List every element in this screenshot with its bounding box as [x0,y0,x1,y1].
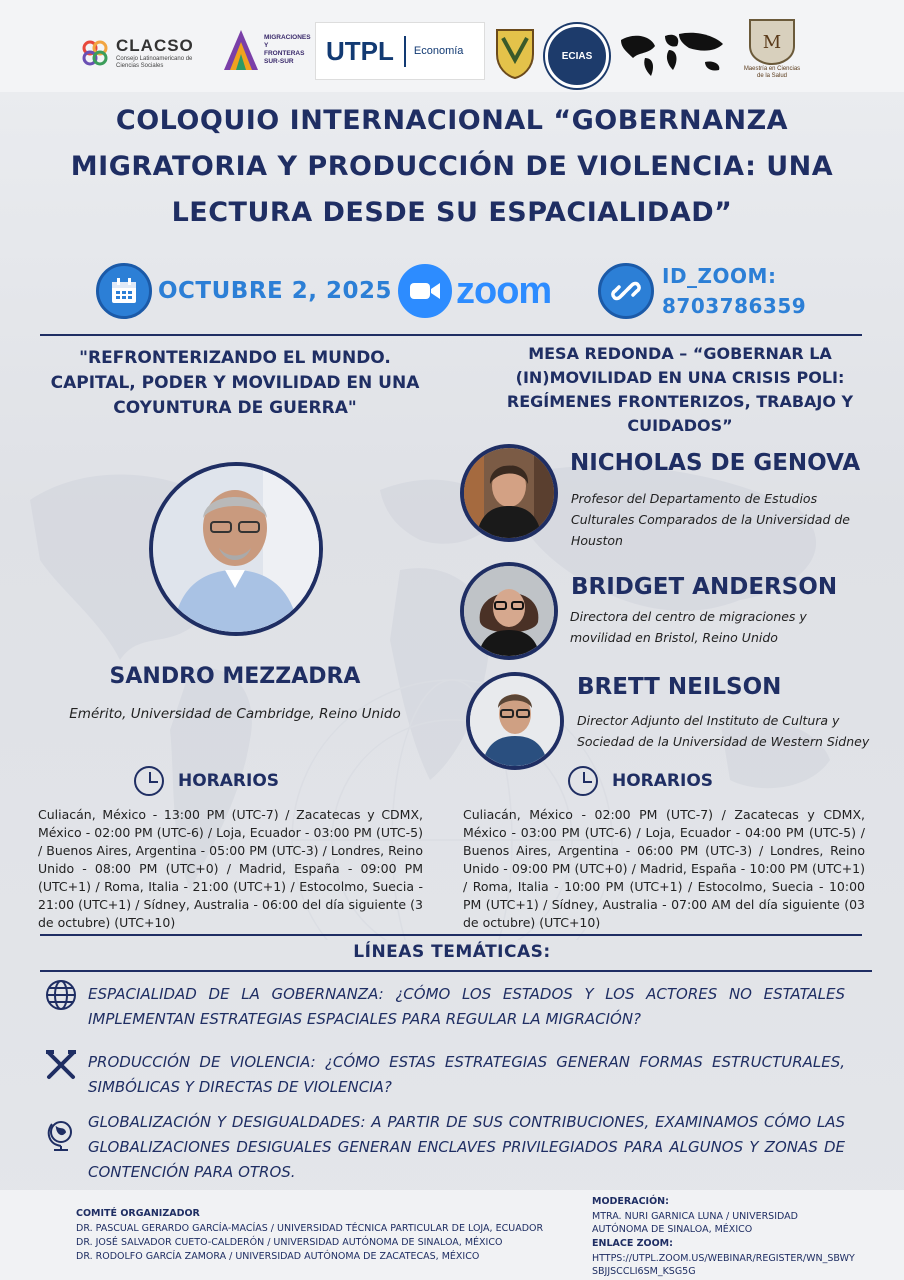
zoom-id-label: ID_ZOOM: [662,264,777,288]
clock-icon [568,766,598,796]
maestria-logo [740,16,804,80]
footer [0,1190,904,1280]
speaker-name-1: NICHOLAS DE GENOVA [570,450,861,476]
lineas-tematicas-title: LÍNEAS TEMÁTICAS: [353,942,551,962]
speaker-name-2: BRIDGET ANDERSON [571,574,838,600]
shield-logo [493,24,537,80]
utpl-logo [315,22,485,80]
calendar-icon [96,263,152,319]
clacso-logo [80,36,206,70]
keynote-speaker-name: SANDRO MEZZADRA [109,664,361,689]
enlace-zoom-link[interactable]: HTTPS://UTPL.ZOOM.US/WEBINAR/REGISTER/WN_SBWYSBJJSCCLI6SM_KSG5G [592,1253,855,1277]
maestria-text: Maestría en Ciencias de la Salud [743,66,801,79]
utpl-subtitle: Economía [413,45,464,57]
enlace-zoom-label: ENLACE ZOOM: [592,1238,673,1249]
divider [40,934,862,936]
moderacion-label: MODERACIÓN: [592,1196,669,1207]
triangle-emblem-icon [222,28,260,72]
clacso-subtitle: Consejo Latinoamericano de Ciencias Sociales [116,56,193,69]
horarios-left-label: HORARIOS [178,771,280,791]
globe-icon [44,978,78,1012]
divider [40,970,872,972]
schedule-right: Culiacán, México - 02:00 PM (UTC-7) / Zacatecas y CDMX, México - 03:00 PM (UTC-6) / Loja, Ecuador - 04:00 PM (UTC-5) / Buenos Aires, Argentina - 06:00 PM (UTC-3) / Londres, Reino Unido - 09:00 PM (UTC+0) / Madrid, España - 10:00 PM (UTC+1) / Roma, Italia - 10:00 PM (UTC+1) / Estocolmo, Suecia - 10:00 PM (UTC+1) / Sídney, Australia - 07:00 AM del día siguiente (03 de octubre) (UTC+10) [463,807,865,930]
roundtable-title: MESA REDONDA – “GOBERNAR LA (IN)MOVILIDAD EN UNA CRISIS POLI: REGÍMENES FRONTERIZOS, TRABAJO Y CUIDADOS” [506,344,854,435]
desk-globe-icon [44,1118,78,1152]
speaker-name-3: BRETT NEILSON [577,674,782,700]
horarios-left [134,766,279,796]
zoom-id-info [598,258,806,324]
ecias-logo [545,24,609,88]
speaker-affiliation-3: Director Adjunto del Instituto de Cultura y Sociedad de la Universidad de Western Sidney [577,713,870,749]
horarios-right-label: HORARIOS [612,771,714,791]
horarios-right [568,766,713,796]
migraciones-text: MIGRACIONES Y FRONTERAS SUR-SUR [264,34,311,65]
sponsor-logo-bar [0,0,904,92]
university-shield-icon [493,24,537,80]
speaker-affiliation-1: Profesor del Departamento de Estudios Culturales Comparados de la Universidad de Houston [571,491,850,548]
ecias-badge: ECIAS [545,24,609,88]
clacso-name: CLACSO [116,36,194,55]
bridget-anderson-photo [460,562,558,660]
zoom-info [398,258,551,324]
link-icon [598,263,654,319]
comite-member-2: DR. JOSÉ SALVADOR CUETO-CALDERÓN / UNIVERSIDAD AUTÓNOMA DE SINALOA, MÉXICO [76,1237,503,1248]
clock-icon [134,766,164,796]
comite-label: COMITÉ ORGANIZADOR [76,1208,200,1219]
brett-neilson-photo [466,672,564,770]
schedule-left: Culiacán, México - 13:00 PM (UTC-7) / Zacatecas y CDMX, México - 02:00 PM (UTC-6) / Loja, Ecuador - 03:00 PM (UTC-5) / Buenos Aires, Argentina - 05:00 PM (UTC-3) / Londres, Reino Unido - 08:00 PM (UTC+0) / Madrid, España - 09:00 PM (UTC+1) / Roma, Italia - 21:00 (UTC+1) / Estocolmo, Suecia - 21:00 (UTC+1) / Sídney, Australia - 06:00 del día siguiente (3 de octubre) (UTC+10) [38,807,423,930]
moderacion-text: MTRA. NURI GARNICA LUNA / UNIVERSIDAD AUTÓNOMA DE SINALOA, MÉXICO [592,1211,798,1235]
comite-member-1: DR. PASCUAL GERARDO GARCÍA-MACÍAS / UNIVERSIDAD TÉCNICA PARTICULAR DE LOJA, ECUADOR [76,1223,544,1234]
crossed-swords-icon [44,1048,78,1082]
divider [40,334,862,336]
theme-item-2: PRODUCCIÓN DE VIOLENCIA: ¿CÓMO ESTAS ESTRATEGIAS GENERAN FORMAS ESTRUCTURALES, SIMBÓLICAS Y DIRECTAS DE VIOLENCIA? [88,1053,845,1096]
date-info [96,258,392,324]
speaker-affiliation-2: Directora del centro de migraciones y movilidad en Bristol, Reino Unido [570,609,807,645]
utpl-name: UTPL [316,36,406,67]
sandro-mezzadra-photo [149,462,323,636]
event-date: OCTUBRE 2, 2025 [158,278,393,304]
maestria-seal-icon [744,16,800,66]
zoom-id-value[interactable]: 8703786359 [662,294,807,318]
comite-member-3: DR. RODOLFO GARCÍA ZAMORA / UNIVERSIDAD AUTÓNOMA DE ZACATECAS, MÉXICO [76,1251,480,1262]
world-map-logo [615,28,727,80]
zoom-wordmark: zoom [456,269,552,312]
migraciones-logo [222,28,310,72]
zoom-camera-icon [398,264,452,318]
event-title: COLOQUIO INTERNACIONAL “GOBERNANZA MIGRATORIA Y PRODUCCIÓN DE VIOLENCIA: UNA LECTURA DESDE SU ESPACIALIDAD” [70,105,834,228]
keynote-speaker-affiliation: Emérito, Universidad de Cambridge, Reino Unido [69,706,401,722]
world-map-icon [615,28,727,80]
keynote-title: "REFRONTERIZANDO EL MUNDO. CAPITAL, PODER Y MOVILIDAD EN UNA COYUNTURA DE GUERRA" [50,348,420,418]
svg-text:M: M [762,32,782,53]
clacso-emblem-icon [80,38,110,68]
theme-item-1: ESPACIALIDAD DE LA GOBERNANZA: ¿CÓMO LOS ESTADOS Y LOS ACTORES NO ESTATALES IMPLEMENTAN ESTRATEGIAS ESPACIALES PARA REGULAR LA MIGRACIÓN? [88,985,845,1028]
nicholas-de-genova-photo [460,444,558,542]
theme-item-3: GLOBALIZACIÓN Y DESIGUALDADES: A PARTIR DE SUS CONTRIBUCIONES, EXAMINAMOS CÓMO LAS GLOBALIZACIONES DESIGUALES GENERAN ENCLAVES PRIVILEGIADOS PARA ALGUNOS Y ZONAS DE CONTENCIÓN PARA OTROS. [88,1113,845,1181]
